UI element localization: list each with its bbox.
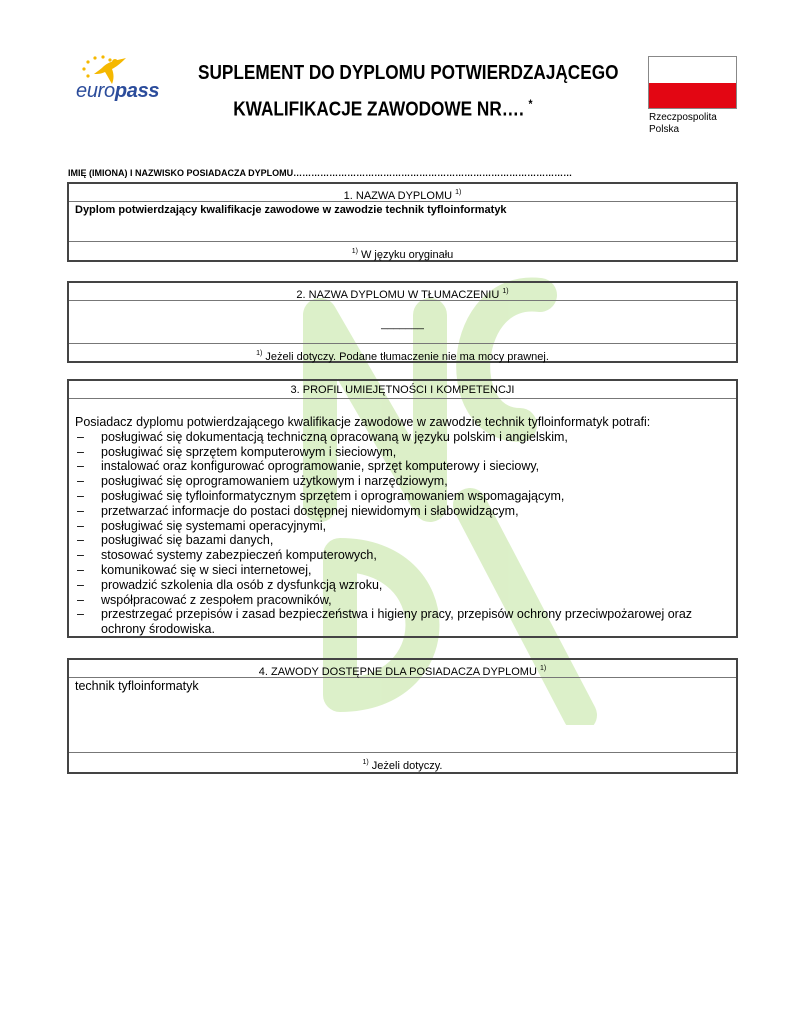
skills-body [69,399,736,637]
section-1-footnote: $^{1)}$ W języku oryginału [351,248,454,261]
list-item: – przetwarzać informacje do postaci dostępnej niewidomym i słabowidzącym, [77,503,519,518]
translation-body [69,301,736,344]
list-item: – posługiwać się sprzętem komputerowym i sieciowym, [77,444,397,459]
section-available-occupations [67,658,738,774]
occupations-value: technik tyfloinformatyk [69,678,736,753]
skills-intro: Posiadacz dyplomu potwierdzającego kwalifikacje zawodowe w zawodzie technik tyfloinformatyk potrafi: [75,415,651,429]
section-diploma-name [67,182,738,262]
section-1-header: 1. NAZWA DYPLOMU $^{1)}$ [69,184,736,202]
list-item: – współpracować z zespołem pracowników, [77,592,332,607]
list-item: – stosować systemy zabezpieczeń komputerowych, [77,548,377,563]
title-asterisk: * [528,97,533,111]
section-3-header: 3. PROFIL UMIEJĘTNOŚCI I KOMPETENCJI [69,381,736,399]
list-item: – posługiwać się systemami operacyjnymi, [77,518,327,533]
section-diploma-translation [67,281,738,363]
polish-flag [648,56,737,109]
list-item: – komunikować się w sieci internetowej, [77,562,312,577]
list-item: – instalować oraz konfigurować oprogramowanie, sprzęt komputerowy i sieciowy, [77,459,540,474]
list-item: – posługiwać się dokumentacją techniczną opracowaną w języku polskim i angielskim, [77,429,568,444]
diploma-name-value: Dyplom potwierdzający kwalifikacje zawodowe w zawodzie technik tyfloinformatyk [69,202,736,242]
section-4-header: 4. ZAWODY DOSTĘPNE DLA POSIADACZA DYPLOMU $^{1)}$ [69,660,736,678]
europass-logo [70,52,175,106]
translation-blank: _______ [381,318,424,330]
list-item: – posługiwać się tyfloinformatycznym sprzętem i oprogramowaniem wspomagającym, [77,488,565,503]
country-label: Rzeczpospolita Polska [649,112,717,135]
list-item: – prowadzić szkolenia dla osób z dysfunkcją wzroku, [77,577,383,592]
holder-name-line: IMIĘ (IMIONA) I NAZWISKO POSIADACZA DYPLOMU………………………………………………………………………………… [68,168,573,178]
document-title [198,58,619,126]
list-item: – posługiwać się bazami danych, [77,533,274,548]
list-item: – przestrzegać przepisów i zasad bezpieczeństwa i higieny pracy, przepisów ochrony przeciwpożarowej oraz ochrony środowiska. [77,607,693,637]
title-line-2: KWALIFIKACJE ZAWODOWE NR…. * [233,97,533,121]
section-2-footnote: $^{1)}$ Jeżeli dotyczy. Podane tłumaczenie nie ma mocy prawnej. [256,350,549,363]
title-line-1: SUPLEMENT DO DYPLOMU POTWIERDZAJĄCEGO [198,62,619,84]
section-4-footnote: $^{1)}$ Jeżeli dotyczy. [362,759,443,772]
logo-wordmark: europass [76,80,160,102]
list-item: – posługiwać się oprogramowaniem użytkowym i narzędziowym, [77,474,448,489]
section-2-header: 2. NAZWA DYPLOMU W TŁUMACZENIU $^{1)}$ [69,283,736,301]
section-skills-profile [67,379,738,638]
skills-list [75,430,730,637]
